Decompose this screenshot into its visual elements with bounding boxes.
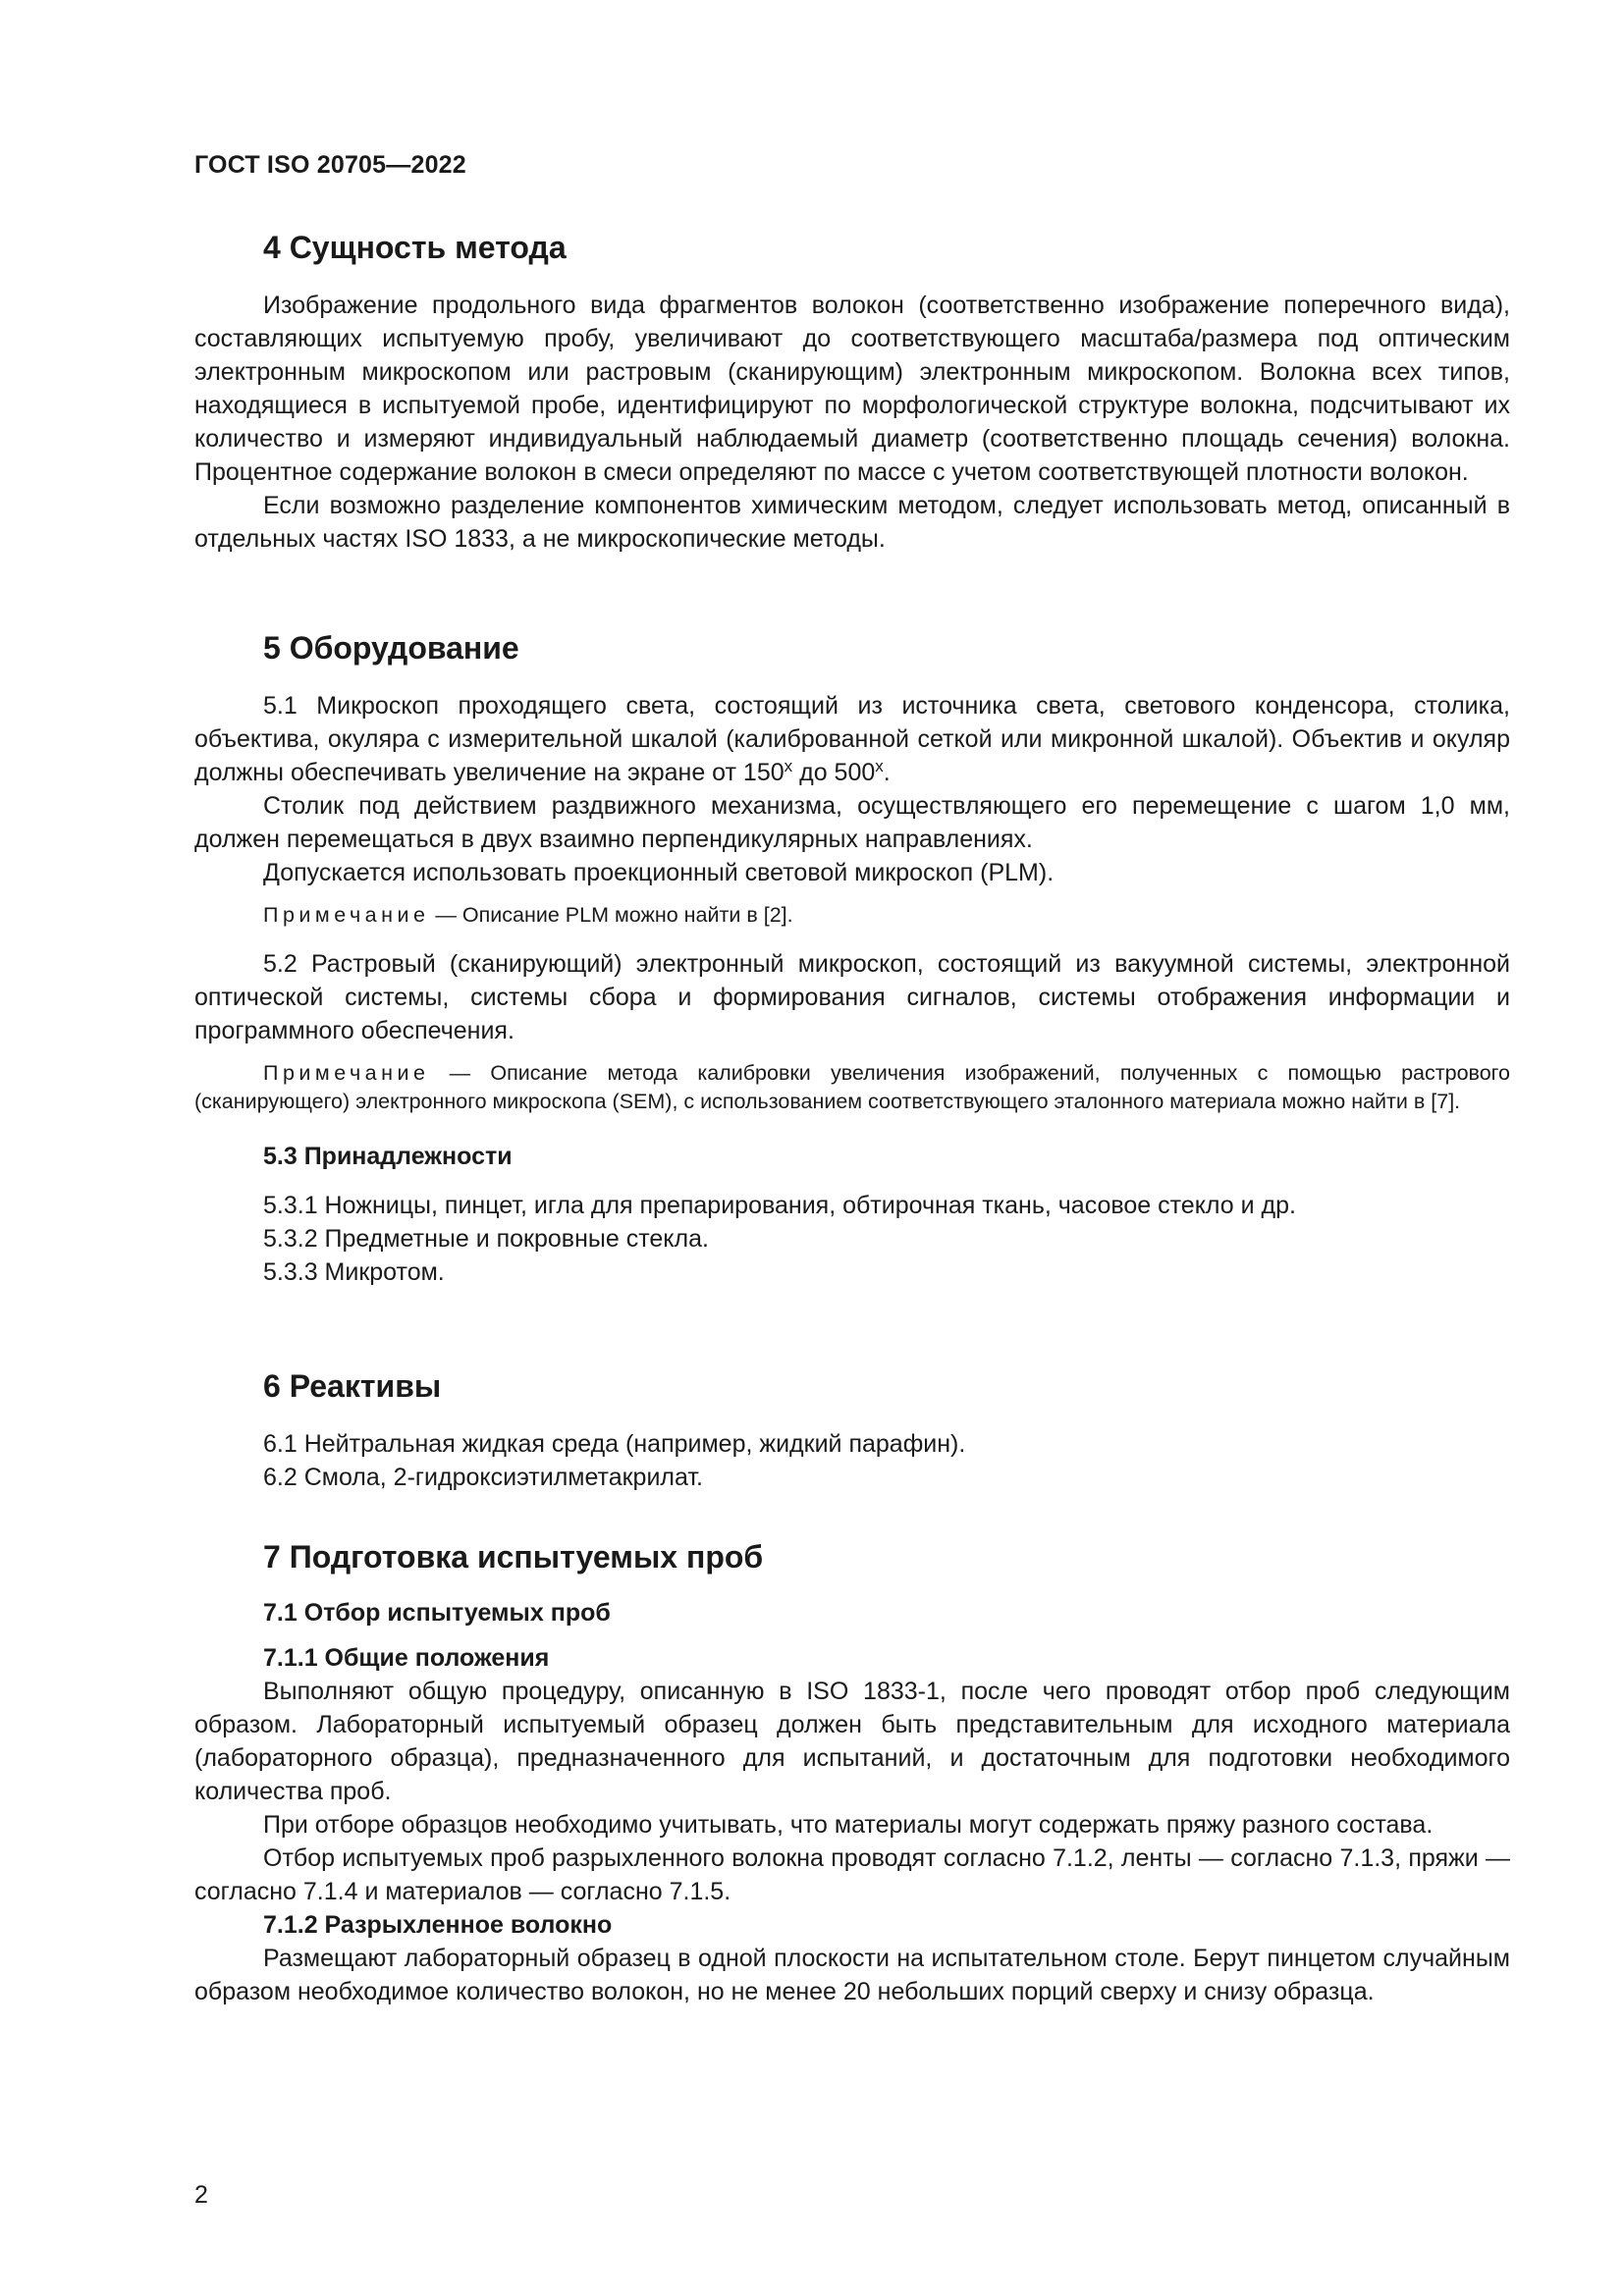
note-1 (194, 901, 1510, 930)
note-text: — Описание PLM можно найти в [2]. (429, 903, 793, 927)
subsection-5-3-title: 5.3 Принадлежности (263, 1143, 513, 1170)
section-6-title: 6 Реактивы (263, 1368, 442, 1404)
clause-5-3-1: 5.3.1 Ножницы, пинцет, игла для препарирования, обтирочная ткань, часовое стекло и др. (263, 1192, 1296, 1219)
clause-5-1-mid: до 500 (792, 759, 876, 786)
section-4-title: 4 Сущность метода (263, 230, 567, 265)
clause-5-1-plm-paragraph: Допускается использовать проекционный световой микроскоп (PLM). (263, 859, 1055, 886)
section-4-paragraph-1: Изображение продольного вида фрагментов волокон (соответственно изображение поперечного вида), составляющих испытуемую пробу, увеличивают до соответствующего масштаба/размера под оптическим электронным микроскопом или растровым (сканирующим) электронным микроскопом. Волокна всех типов, находящиеся в испытуемой пробе, идентифицируют по морфологической структуре волокна, подсчитывают их количество и измеряют индивидуальный наблюдаемый диаметр (соответственно площадь сечения) волокна. Процентное содержание волокон в смеси определяют по массе с учетом соответствующей плотности волокон. (194, 292, 1510, 486)
clause-5-1-stage-paragraph: Столик под действием раздвижного механизма, осуществляющего его перемещение с шагом 1,0 мм, должен перемещаться в двух взаимно перпендикулярных направлениях. (194, 792, 1510, 853)
section-7-title: 7 Подготовка испытуемых проб (263, 1539, 764, 1575)
page-number: 2 (194, 2181, 208, 2209)
clause-6-1: 6.1 Нейтральная жидкая среда (например, жидкий парафин). (263, 1430, 966, 1458)
document-id-header: ГОСТ ISO 20705—2022 (194, 151, 466, 179)
note-label: Примечание (263, 1061, 430, 1085)
note-label: Примечание (263, 903, 430, 927)
subsection-7-1-1-title: 7.1.1 Общие положения (263, 1644, 550, 1672)
section-7-paragraph-1: Выполняют общую процедуру, описанную в ISO 1833-1, после чего проводят отбор проб следующим образом. Лабораторный испытуемый образец должен быть представительным для исходного материала (лабораторного образца), предназначенного для испытаний, и достаточным для подготовки необходимого количества проб. (194, 1678, 1510, 1805)
clause-5-1-paragraph (194, 689, 1510, 789)
clause-5-3-3: 5.3.3 Микротом. (263, 1258, 445, 1286)
note-2 (194, 1059, 1510, 1116)
section-6 (194, 1366, 1510, 1494)
section-7-paragraph-2: При отборе образцов необходимо учитывать, что материалы могут содержать пряжу разного состава. (263, 1811, 1434, 1839)
magnification-superscript: х (875, 757, 884, 775)
section-5-title: 5 Оборудование (263, 630, 519, 666)
section-4-paragraph-2: Если возможно разделение компонентов химическим методом, следует использовать метод, описанный в отдельных частях ISO 1833, а не микроскопические методы. (194, 492, 1510, 553)
note-text: — Описание метода калибровки увеличения изображений, полученных с помощью растрового (сканирующего) электронного микроскопа (SEM), с использованием соответствующего эталонного материала можно найти в [7]. (194, 1061, 1510, 1113)
subsection-7-1-2-title: 7.1.2 Разрыхленное волокно (263, 1911, 613, 1939)
clause-5-2-paragraph: 5.2 Растровый (сканирующий) электронный микроскоп, состоящий из вакуумной системы, электронной оптической системы, системы сбора и формирования сигналов, системы отображения информации и программного обеспечения. (194, 950, 1510, 1044)
clause-5-1-end: . (883, 759, 891, 786)
magnification-superscript: х (784, 757, 793, 775)
section-7 (194, 1537, 1510, 2008)
subsection-7-1-title: 7.1 Отбор испытуемых проб (263, 1599, 611, 1627)
section-7-paragraph-3: Отбор испытуемых проб разрыхленного волокна проводят согласно 7.1.2, ленты — согласно 7.1.3, пряжи — согласно 7.1.4 и материалов — согласно 7.1.5. (194, 1844, 1510, 1905)
section-4 (194, 228, 1510, 556)
clause-6-2: 6.2 Смола, 2-гидроксиэтилметакрилат. (263, 1464, 703, 1491)
clause-5-1-text: 5.1 Микроскоп проходящего света, состоящий из источника света, светового конденсора, столика, объектива, окуляра с измерительной шкалой (калиброванной сеткой или микронной шкалой). Объектив и окуляр должны обеспечивать увеличение на экране от 150 (194, 692, 1510, 786)
section-5 (194, 628, 1510, 1289)
section-7-paragraph-4: Размещают лабораторный образец в одной плоскости на испытательном столе. Берут пинцетом случайным образом необходимое количество волокон, но не менее 20 небольших порций сверху и снизу образца. (194, 1945, 1510, 2005)
clause-5-3-2: 5.3.2 Предметные и покровные стекла. (263, 1225, 709, 1253)
